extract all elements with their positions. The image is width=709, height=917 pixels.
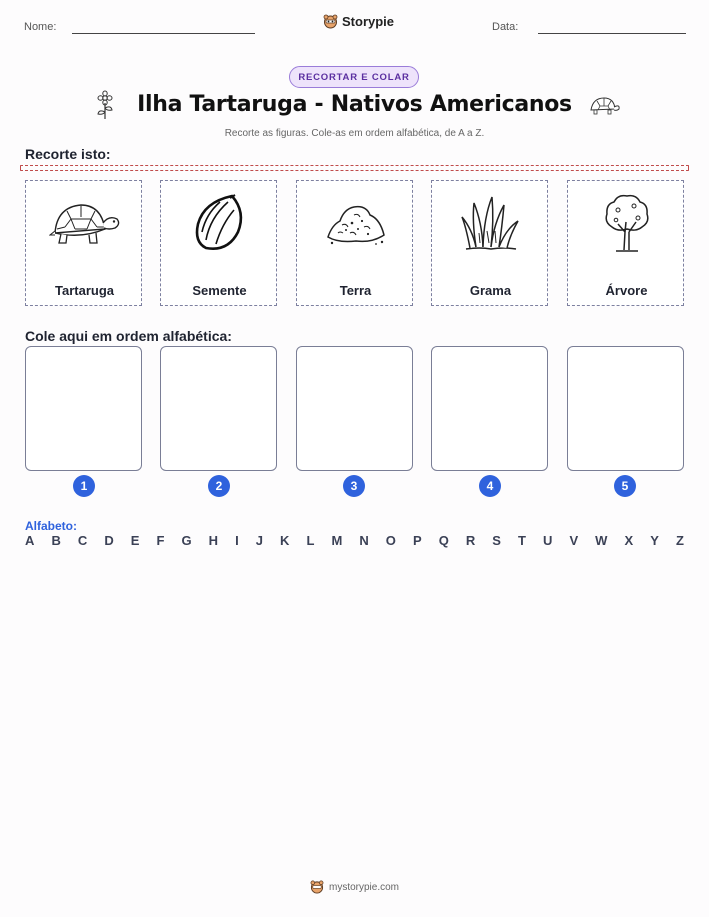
cut-card-semente[interactable] — [160, 180, 277, 306]
cut-line — [20, 165, 689, 171]
alphabet-letter: C — [77, 533, 88, 548]
turtle-icon — [49, 197, 121, 249]
storypie-mascot-icon — [310, 880, 324, 894]
paste-slot-3[interactable] — [296, 346, 413, 471]
alphabet-letter: X — [624, 533, 634, 548]
activity-badge: RECORTAR E COLAR — [289, 66, 419, 88]
alphabet-letter: B — [51, 533, 61, 548]
alphabet-letter: K — [280, 533, 290, 548]
card-word: Semente — [192, 283, 247, 298]
paste-slot-4[interactable] — [431, 346, 548, 471]
alphabet-label: Alfabeto: — [25, 519, 77, 533]
name-line[interactable] — [72, 33, 255, 34]
alphabet-letter: G — [181, 533, 192, 548]
paste-slot-1[interactable] — [25, 346, 142, 471]
cut-card-grama[interactable] — [431, 180, 548, 306]
alphabet-letter: M — [331, 533, 343, 548]
slot-number-3: 3 — [343, 475, 365, 497]
alphabet-letter: Q — [438, 533, 449, 548]
alphabet-row — [25, 533, 684, 548]
slot-number-2: 2 — [208, 475, 230, 497]
card-word: Terra — [339, 283, 372, 298]
slot-number-4: 4 — [479, 475, 501, 497]
card-word: Tartaruga — [55, 283, 114, 298]
paste-heading: Cole aqui em ordem alfabética: — [25, 328, 232, 344]
date-label: Data: — [492, 21, 519, 33]
alphabet-letter: T — [518, 533, 526, 548]
seed-icon — [192, 192, 248, 254]
name-label: Nome: — [24, 21, 57, 33]
alphabet-letter: A — [25, 533, 35, 548]
tree-icon — [602, 192, 652, 254]
brand-name: Storypie — [342, 14, 395, 29]
brand-logo — [323, 14, 394, 29]
page-title: Ilha Tartaruga - Nativos Americanos — [137, 92, 572, 117]
cut-heading: Recorte isto: — [25, 146, 111, 162]
grass-icon — [460, 193, 522, 253]
footer-url[interactable]: mystorypie.com — [328, 881, 399, 893]
alphabet-letter: D — [104, 533, 114, 548]
alphabet-letter: U — [543, 533, 553, 548]
alphabet-letter: J — [255, 533, 263, 548]
alphabet-letter: N — [359, 533, 369, 548]
alphabet-letter: L — [306, 533, 315, 548]
alphabet-letter: F — [156, 533, 165, 548]
slot-number-5: 5 — [614, 475, 636, 497]
alphabet-letter: H — [208, 533, 219, 548]
cut-card-terra[interactable] — [296, 180, 413, 306]
paste-slot-5[interactable] — [567, 346, 684, 471]
alphabet-letter: Z — [675, 533, 684, 548]
alphabet-letter: Y — [650, 533, 659, 548]
alphabet-letter: R — [465, 533, 476, 548]
card-word: Árvore — [605, 283, 648, 298]
alphabet-letter: P — [412, 533, 422, 548]
footer — [0, 880, 709, 894]
paste-slot-2[interactable] — [160, 346, 277, 471]
small-turtle-icon — [587, 95, 621, 117]
slot-number-1: 1 — [73, 475, 95, 497]
storypie-mascot-icon — [323, 14, 338, 29]
soil-icon — [324, 199, 388, 247]
card-word: Grama — [469, 283, 512, 298]
instructions: Recorte as figuras. Cole-as em ordem alfabética, de A a Z. — [224, 128, 485, 139]
alphabet-letter: V — [569, 533, 579, 548]
alphabet-letter: O — [385, 533, 396, 548]
alphabet-letter: S — [492, 533, 501, 548]
date-line[interactable] — [538, 33, 686, 34]
alphabet-letter: I — [235, 533, 239, 548]
cut-card-tartaruga[interactable] — [25, 180, 142, 306]
cut-card-arvore[interactable] — [567, 180, 684, 306]
alphabet-letter: W — [595, 533, 608, 548]
alphabet-letter: E — [130, 533, 140, 548]
